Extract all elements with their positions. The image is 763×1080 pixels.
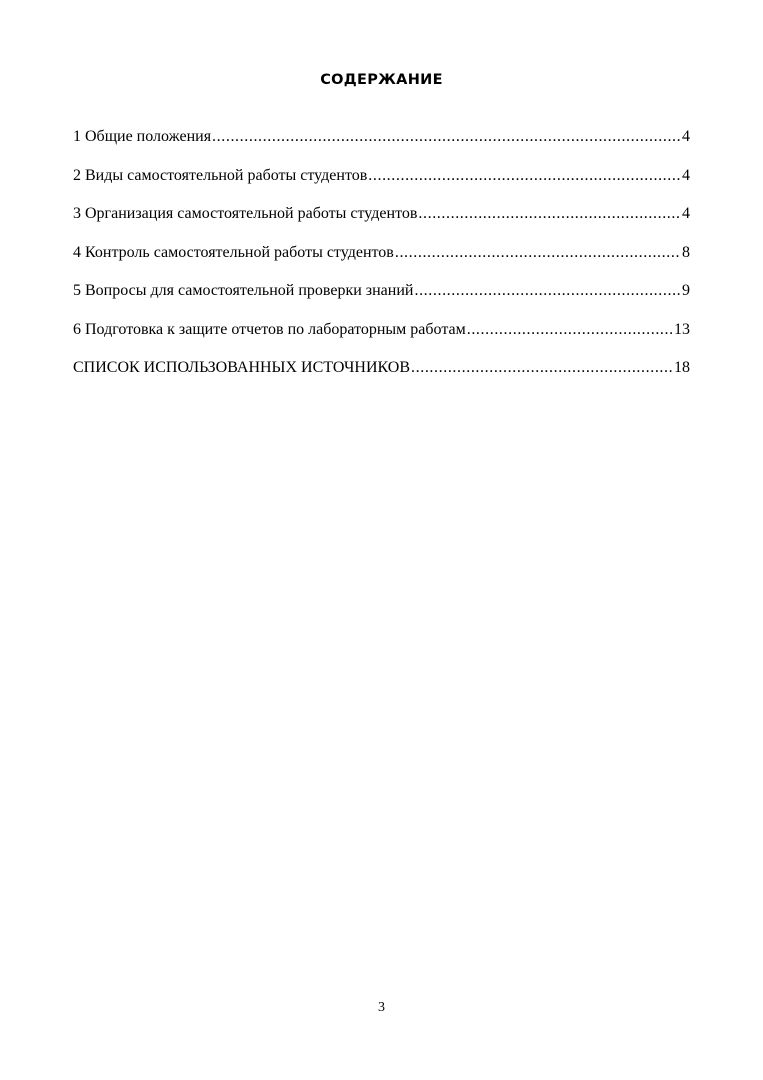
toc-dot-leader xyxy=(395,238,681,268)
toc-entry-label: 2 Виды самостоятельной работы студентов xyxy=(73,166,368,184)
toc-entry-page: 4 xyxy=(682,128,690,145)
toc-entry-label: 4 Контроль самостоятельной работы студентов xyxy=(73,243,394,261)
toc-entry-page: 18 xyxy=(674,359,690,376)
toc-entry-general-provisions[interactable] xyxy=(73,122,690,161)
toc-entry-label: 5 Вопросы для самостоятельной проверки знаний xyxy=(73,282,414,299)
toc-dot-leader xyxy=(368,161,681,191)
toc-dot-leader xyxy=(467,315,673,345)
toc-dot-leader xyxy=(411,353,673,383)
toc-entry-label: СПИСОК ИСПОЛЬЗОВАННЫХ ИСТОЧНИКОВ xyxy=(73,359,411,376)
toc-dot-leader xyxy=(212,122,681,152)
toc-entry-page: 8 xyxy=(682,243,690,261)
toc-entry-label: 3 Организация самостоятельной работы студентов xyxy=(73,205,418,222)
toc-dot-leader xyxy=(414,276,681,306)
toc-entry-references[interactable] xyxy=(73,353,690,392)
table-of-contents xyxy=(73,122,690,392)
toc-dot-leader xyxy=(418,199,681,229)
toc-title: СОДЕРЖАНИЕ xyxy=(320,72,443,88)
toc-entry-types-of-work[interactable] xyxy=(73,161,690,200)
toc-entry-page: 4 xyxy=(682,205,690,222)
toc-entry-page: 13 xyxy=(674,320,690,338)
toc-entry-label: 6 Подготовка к защите отчетов по лабораторным работам xyxy=(73,320,466,338)
toc-entry-page: 4 xyxy=(682,166,690,184)
toc-entry-page: 9 xyxy=(682,282,690,299)
toc-entry-label: 1 Общие положения xyxy=(73,128,212,145)
toc-entry-self-check-questions[interactable] xyxy=(73,276,690,315)
toc-entry-control[interactable] xyxy=(73,238,690,277)
toc-entry-lab-report-defense[interactable] xyxy=(73,315,690,354)
toc-entry-organization[interactable] xyxy=(73,199,690,238)
page-number: 3 xyxy=(378,1000,385,1015)
